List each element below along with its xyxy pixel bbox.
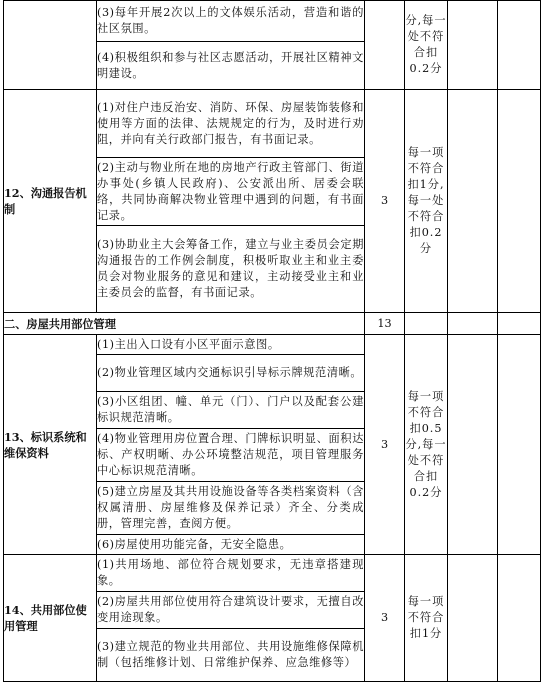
item-cell: (1)主出入口设有小区平面示意图。 <box>97 335 365 355</box>
section-title: 二、房屋共用部位管理 <box>4 313 365 335</box>
blank-cell <box>405 313 448 335</box>
item-cell: (1)对住户违反治安、消防、环保、房屋装饰装修和使用等方面的法律、法规规定的行为，及时进行劝阻，并向有关行政部门报告，有书面记录。 <box>97 90 365 158</box>
item-cell: (3)协助业主大会筹备工作，建立与业主委员会定期沟通报告的工作例会制度，积极听取业主和业主委员会对物业服务的意见和建议，主动接受业主和业主委员会的监督，有书面记录。 <box>97 226 365 313</box>
item-cell: (4)积极组织和参与社区志愿活动，开展社区精神文明建设。 <box>97 42 365 90</box>
item-cell: (2)物业管理区域内交通标识引导标示牌规范清晰。 <box>97 355 365 392</box>
item-cell: (6)房屋使用功能完备，无安全隐患。 <box>97 535 365 555</box>
blank-cell <box>498 90 541 313</box>
blank-cell <box>448 90 498 313</box>
blank-cell <box>498 313 541 335</box>
blank-cell <box>448 555 498 682</box>
item-cell: (4)物业管理用房位置合理、门牌标识明显、面积达标、产权明晰、办公环境整洁规范，项目管理服务中心标识规范清晰。 <box>97 429 365 482</box>
blank-cell <box>448 335 498 555</box>
item-cell: (3)小区组团、幢、单元（门）、门户以及配套公建标识规范清晰。 <box>97 392 365 429</box>
item-cell: (2)主动与物业所在地的房地产行政主管部门、街道办事处(乡镇人民政府)、公安派出所、居委会联络，共同协商解决物业管理中遇到的问题，有书面记录。 <box>97 158 365 226</box>
deduction-note: 每一项不符合扣1分 <box>405 555 448 682</box>
table-row <box>4 555 541 592</box>
item-cell: (1)共用场地、部位符合规划要求，无违章搭建现象。 <box>97 555 365 592</box>
table-row <box>4 1 541 42</box>
item-cell: (5)建立房屋及其共用设施设备等各类档案资料（含权属清册、房屋维修及保养记录）齐全、分类成册，管理完善，查阅方便。 <box>97 482 365 535</box>
score-cell: 3 <box>365 90 405 313</box>
score-cell: 3 <box>365 335 405 555</box>
table-row <box>4 335 541 355</box>
blank-cell <box>498 1 541 90</box>
section-row <box>4 313 541 335</box>
category-label: 13、标识系统和维保资料 <box>4 335 97 555</box>
category-label: 12、沟通报告机制 <box>4 90 97 313</box>
blank-cell <box>498 335 541 555</box>
blank-cell <box>448 1 498 90</box>
deduction-note: 分,每一处不符合扣0.2分 <box>405 1 448 90</box>
deduction-note: 每一项不符合扣1分,每一处不符合扣0.2分 <box>405 90 448 313</box>
deduction-note: 每一项不符合扣0.5分,每一处不符合扣0.2分 <box>405 335 448 555</box>
score-cell <box>365 1 405 90</box>
item-cell: (3)建立规范的物业共用部位、共用设施维修保障机制（包括维修计划、日常维护保养、应急维修等） <box>97 629 365 682</box>
item-cell: (2)房屋共用部位使用符合建筑设计要求，无擅自改变用途现象。 <box>97 592 365 629</box>
category-cell <box>4 1 97 90</box>
section-score: 13 <box>365 313 405 335</box>
blank-cell <box>448 313 498 335</box>
item-cell: (3)每年开展2次以上的文体娱乐活动，营造和谐的社区氛围。 <box>97 1 365 42</box>
score-cell: 3 <box>365 555 405 682</box>
table-row <box>4 90 541 158</box>
evaluation-table <box>3 0 541 682</box>
blank-cell <box>498 555 541 682</box>
category-label: 14、共用部位使用管理 <box>4 555 97 682</box>
